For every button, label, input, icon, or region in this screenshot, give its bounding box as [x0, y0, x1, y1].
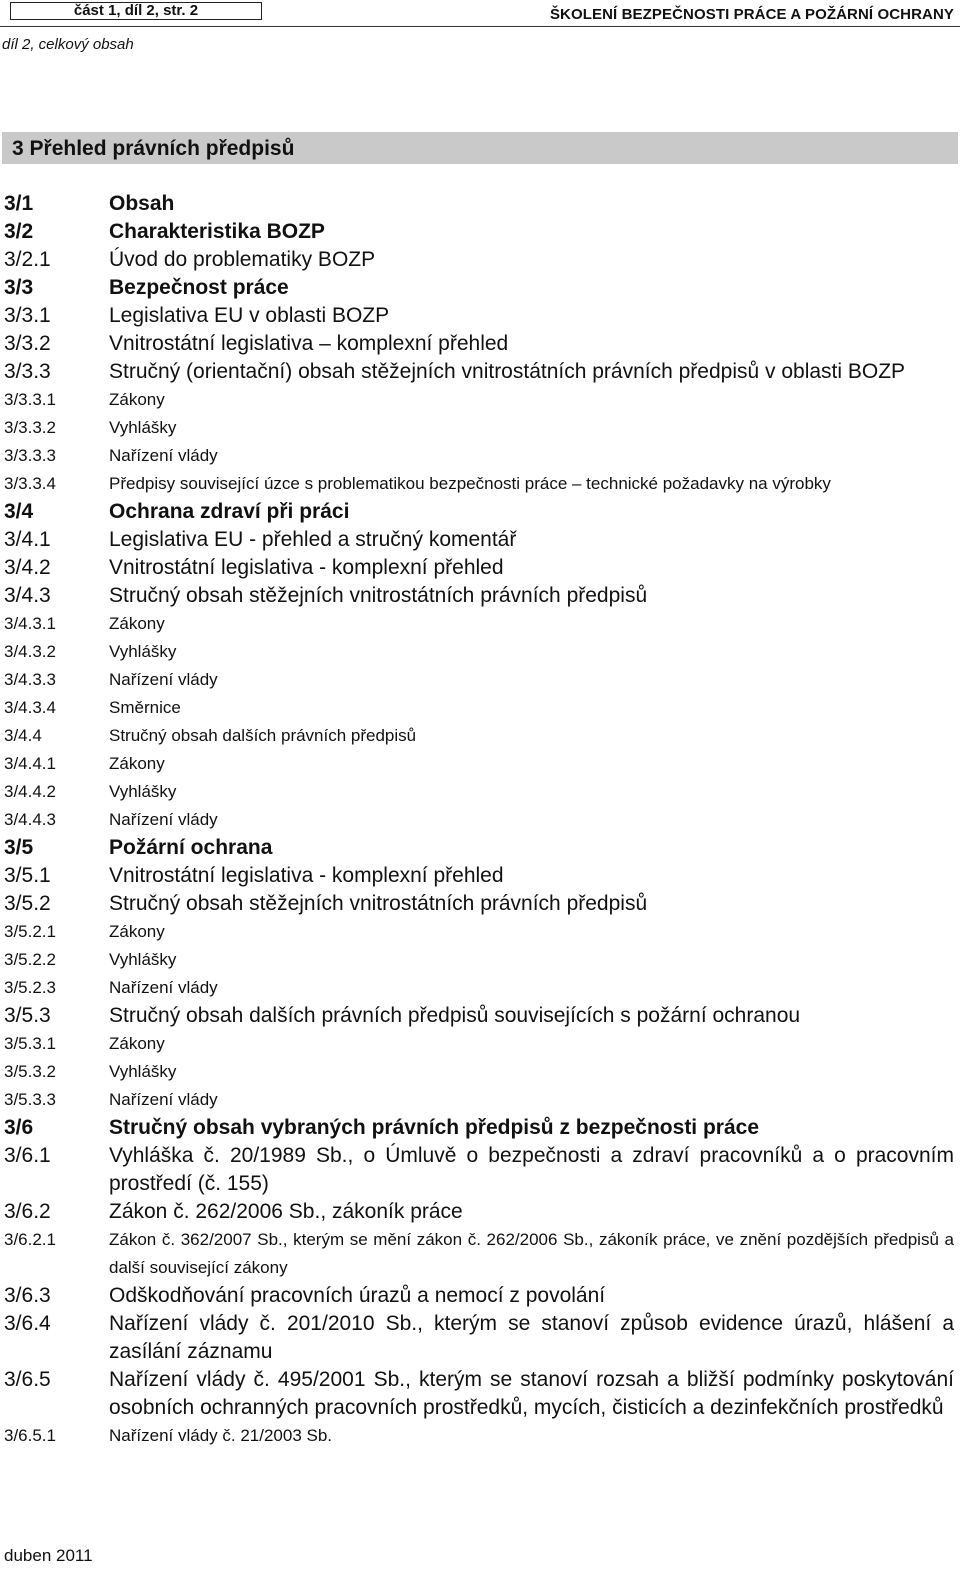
toc-entry: [0, 862, 960, 890]
toc-entry-number: 3/5: [4, 836, 34, 859]
toc-entry-title: Zákony: [109, 614, 165, 633]
toc-entry-number: 3/3.3.1: [4, 390, 56, 409]
toc-entry: [0, 554, 960, 582]
toc-entry-title: Vyhlášky: [109, 418, 177, 437]
toc-entry: [0, 1058, 960, 1086]
toc-entry: [0, 722, 960, 750]
toc-entry-title: Zákon č. 362/2007 Sb., kterým se mění zákon č. 262/2006 Sb., zákoník práce, ve znění pozdějších předpisů a další související zákony: [109, 1230, 954, 1277]
toc-entry-title: Vyhlášky: [109, 950, 177, 969]
toc-entry: [0, 974, 960, 1002]
toc-entry-number: 3/3.3: [4, 360, 51, 383]
toc-entry-title: Legislativa EU - přehled a stručný komentář: [109, 528, 517, 551]
footer-date: duben 2011: [4, 1546, 93, 1565]
toc-entry-number: 3/5.3.2: [4, 1062, 56, 1081]
part-label: část 1, díl 2, str. 2: [10, 2, 262, 20]
toc-entry-title: Nařízení vlády: [109, 670, 218, 689]
toc-entry-title: Nařízení vlády č. 21/2003 Sb.: [109, 1426, 333, 1445]
header-divider: [0, 26, 960, 27]
toc-entry-title: Ochrana zdraví při práci: [109, 500, 350, 523]
toc-entry-title: Vnitrostátní legislativa – komplexní přehled: [109, 332, 509, 355]
toc-entry-number: 3/6.2.1: [4, 1230, 56, 1249]
toc-entry-title: Nařízení vlády č. 495/2001 Sb., kterým se stanoví rozsah a bližší podmínky poskytování osobních ochranných pracovních prostředků, mycích, čisticích a dezinfekčních prostředků: [109, 1368, 954, 1419]
toc-entry: [0, 1226, 960, 1282]
toc-entry-title: Vnitrostátní legislativa - komplexní přehled: [109, 864, 504, 887]
toc-entry-title: Obsah: [109, 192, 175, 215]
volume-label: díl 2, celkový obsah: [2, 36, 134, 53]
toc-entry: [0, 582, 960, 610]
toc-entry-title: Stručný obsah stěžejních vnitrostátních právních předpisů: [109, 584, 648, 607]
toc-entry-title: Vyhlášky: [109, 642, 177, 661]
toc-entry-title: Stručný (orientační) obsah stěžejních vnitrostátních právních předpisů v oblasti BOZP: [109, 360, 906, 383]
toc-entry-title: Odškodňování pracovních úrazů a nemocí z povolání: [109, 1284, 606, 1307]
toc-entry-number: 3/5.3: [4, 1004, 51, 1027]
toc-entry: [0, 386, 960, 414]
toc-entry-number: 3/5.2.3: [4, 978, 56, 997]
toc-entry-title: Charakteristika BOZP: [109, 220, 325, 243]
toc-entry-number: 3/4.3.3: [4, 670, 56, 689]
toc-entry-number: 3/6.3: [4, 1284, 51, 1307]
toc-entry: [0, 1086, 960, 1114]
toc-entry-title: Nařízení vlády: [109, 978, 218, 997]
toc-entry-number: 3/3.2: [4, 332, 51, 355]
toc-entry: [0, 274, 960, 302]
toc-entry: [0, 358, 960, 386]
toc-entry-title: Stručný obsah dalších právních předpisů souvisejících s požární ochranou: [109, 1004, 801, 1027]
toc-entry-number: 3/4.2: [4, 556, 51, 579]
toc-entry-title: Zákony: [109, 754, 165, 773]
toc-entry-title: Stručný obsah stěžejních vnitrostátních právních předpisů: [109, 892, 648, 915]
toc-entry-number: 3/4.3.4: [4, 698, 56, 717]
toc-entry: [0, 302, 960, 330]
toc-entry: [0, 750, 960, 778]
toc-entry-title: Nařízení vlády: [109, 446, 218, 465]
toc-entry-title: Zákony: [109, 922, 165, 941]
toc-entry-number: 3/5.2: [4, 892, 51, 915]
toc-entry: [0, 946, 960, 974]
toc-entry-title: Zákony: [109, 1034, 165, 1053]
toc-entry-number: 3/4.4.3: [4, 810, 56, 829]
toc-entry-title: Požární ochrana: [109, 836, 273, 859]
toc-entry-title: Úvod do problematiky BOZP: [109, 248, 376, 271]
toc-entry: [0, 834, 960, 862]
toc-entry-number: 3/2: [4, 220, 34, 243]
toc-entry: [0, 218, 960, 246]
toc-entry-number: 3/3: [4, 276, 34, 299]
toc-entry-number: 3/1: [4, 192, 34, 215]
toc-entry-title: Bezpečnost práce: [109, 276, 289, 299]
toc-entry: [0, 1282, 960, 1310]
toc-entry-number: 3/6.4: [4, 1312, 51, 1335]
toc-entry-number: 3/6.5.1: [4, 1426, 56, 1445]
toc-entry-number: 3/5.2.2: [4, 950, 56, 969]
toc-entry-number: 3/5.1: [4, 864, 51, 887]
toc-entry: [0, 918, 960, 946]
toc-entry-number: 3/4.4.2: [4, 782, 56, 801]
toc-entry-title: Předpisy související úzce s problematikou bezpečnosti práce – technické požadavky na výrobky: [109, 474, 831, 493]
toc-entry: [0, 526, 960, 554]
toc-entry-number: 3/4.3.2: [4, 642, 56, 661]
toc-entry-title: Stručný obsah dalších právních předpisů: [109, 726, 417, 745]
toc-entry: [0, 498, 960, 526]
toc-entry-number: 3/6: [4, 1116, 34, 1139]
toc-entry: [0, 806, 960, 834]
toc-entry-number: 3/4.3: [4, 584, 51, 607]
toc-entry-number: 3/3.1: [4, 304, 51, 327]
toc-entry: [0, 1310, 960, 1366]
toc-entry-number: 3/4.3.1: [4, 614, 56, 633]
toc-entry-number: 3/4.4.1: [4, 754, 56, 773]
toc-entry-title: Nařízení vlády č. 201/2010 Sb., kterým se stanoví způsob evidence úrazů, hlášení a zasílání záznamu: [109, 1312, 954, 1363]
toc-entry-number: 3/5.2.1: [4, 922, 56, 941]
toc-entry-number: 3/6.5: [4, 1368, 51, 1391]
toc-entry-title: Zákony: [109, 390, 165, 409]
toc-entry: [0, 442, 960, 470]
toc-entry: [0, 330, 960, 358]
toc-entry-number: 3/3.3.2: [4, 418, 56, 437]
toc-entry-number: 3/4: [4, 500, 34, 523]
toc-entry-title: Zákon č. 262/2006 Sb., zákoník práce: [109, 1200, 463, 1223]
toc-entry: [0, 610, 960, 638]
toc-entry: [0, 638, 960, 666]
toc-entry: [0, 246, 960, 274]
publication-title: ŠKOLENÍ BEZPEČNOSTI PRÁCE A POŽÁRNÍ OCHRANY: [549, 6, 954, 23]
section-heading: [2, 132, 958, 164]
toc-entry-number: 3/3.3.4: [4, 474, 56, 493]
toc-entry: [0, 1002, 960, 1030]
toc-entry-title: Nařízení vlády: [109, 810, 218, 829]
toc-entry: [0, 1114, 960, 1142]
toc-entry-title: Vyhláška č. 20/1989 Sb., o Úmluvě o bezpečnosti a zdraví pracovníků a o pracovním prostředí (č. 155): [109, 1144, 954, 1195]
toc-entry-title: Vyhlášky: [109, 782, 177, 801]
toc-entry-title: Vnitrostátní legislativa - komplexní přehled: [109, 556, 504, 579]
toc-entry-number: 3/6.2: [4, 1200, 51, 1223]
toc-entry-number: 3/3.3.3: [4, 446, 56, 465]
toc-entry-title: Nařízení vlády: [109, 1090, 218, 1109]
toc-entry: [0, 1198, 960, 1226]
toc-entry: [0, 1142, 960, 1198]
toc-entry: [0, 666, 960, 694]
toc-entry: [0, 414, 960, 442]
toc-entry-number: 3/5.3.1: [4, 1034, 56, 1053]
toc-entry-number: 3/6.1: [4, 1144, 51, 1167]
toc-entry-title: Legislativa EU v oblasti BOZP: [109, 304, 390, 327]
table-of-contents: [0, 190, 960, 1450]
toc-entry: [0, 470, 960, 498]
toc-entry-number: 3/4.1: [4, 528, 51, 551]
toc-entry: [0, 1366, 960, 1422]
toc-entry: [0, 190, 960, 218]
toc-entry-number: 3/2.1: [4, 248, 51, 271]
toc-entry-number: 3/5.3.3: [4, 1090, 56, 1109]
section-title: 3 Přehled právních předpisů: [12, 137, 295, 160]
toc-entry-title: Vyhlášky: [109, 1062, 177, 1081]
toc-entry: [0, 890, 960, 918]
toc-entry: [0, 694, 960, 722]
toc-entry-title: Směrnice: [109, 698, 181, 717]
toc-entry-title: Stručný obsah vybraných právních předpisů z bezpečnosti práce: [109, 1116, 760, 1139]
toc-entry: [0, 1422, 960, 1450]
toc-entry-number: 3/4.4: [4, 726, 42, 745]
toc-entry: [0, 778, 960, 806]
toc-entry: [0, 1030, 960, 1058]
